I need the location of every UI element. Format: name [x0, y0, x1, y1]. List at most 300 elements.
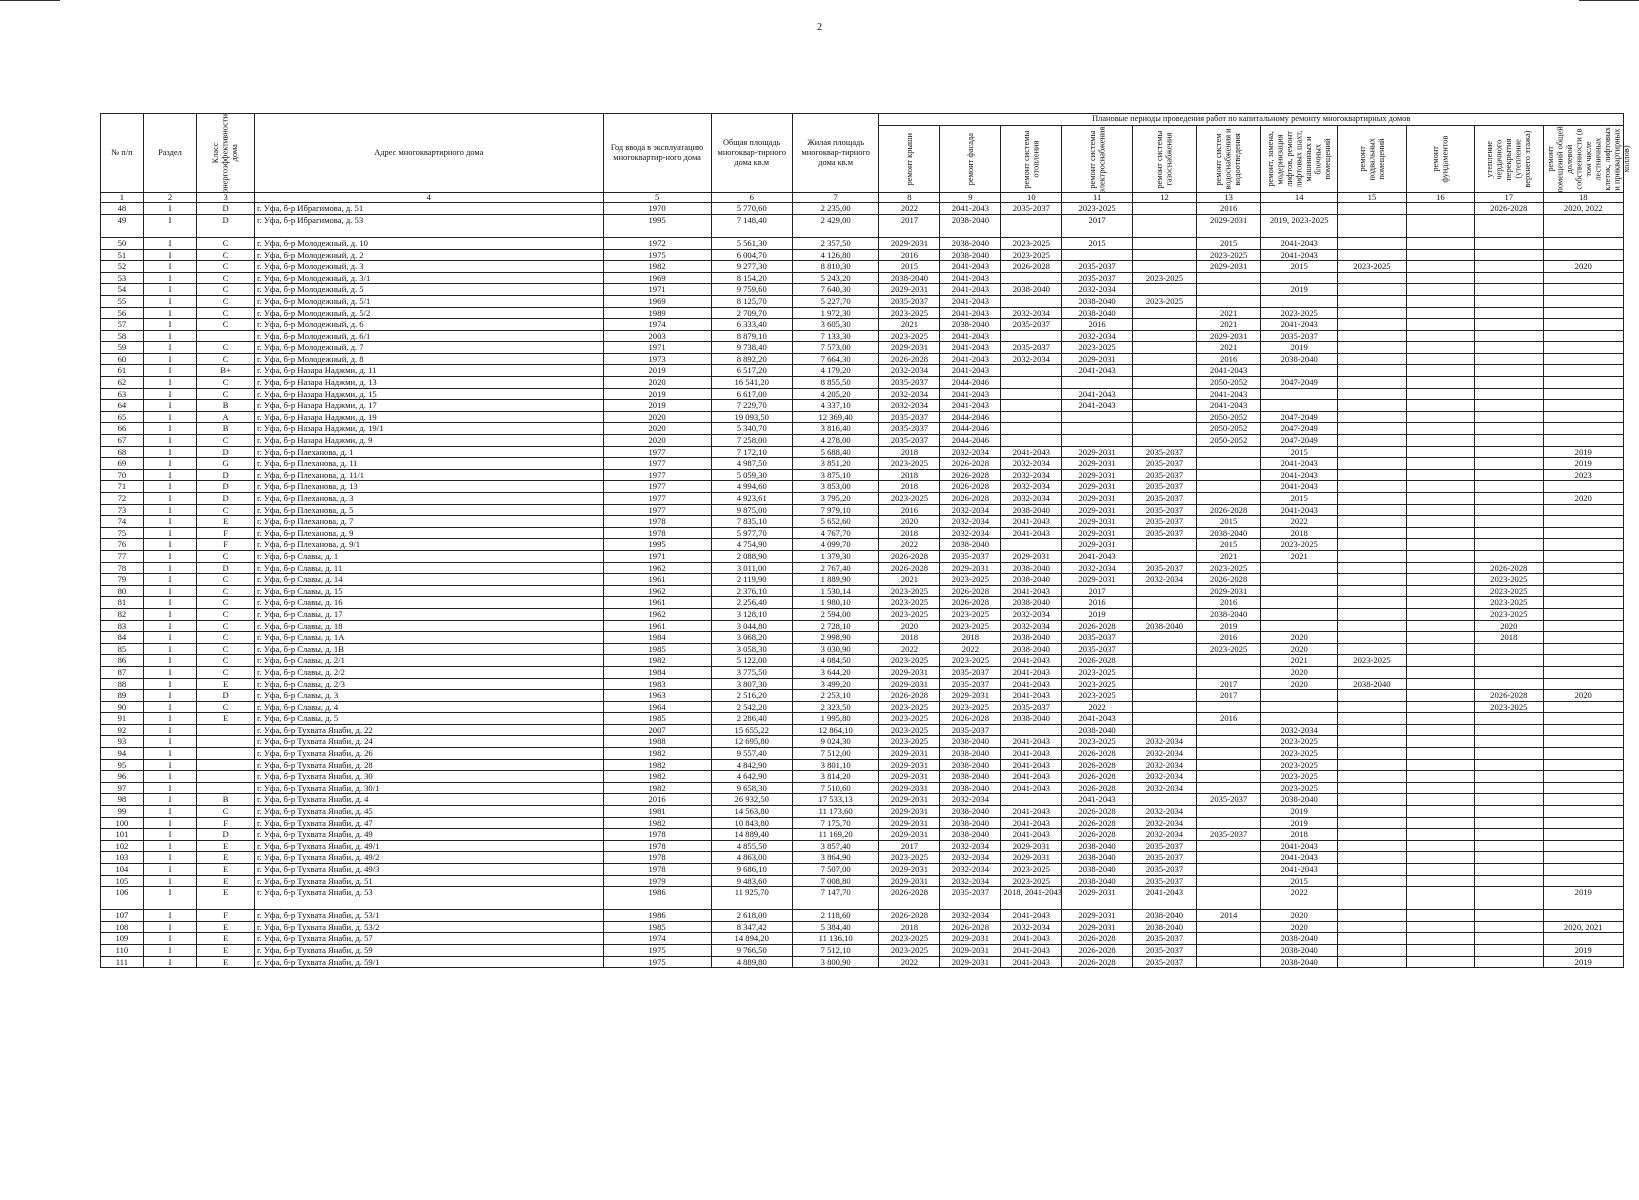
cell-foundation [1406, 504, 1474, 516]
cell-electric: 2035-2037 [1062, 632, 1133, 644]
cell-address: г. Уфа, б-р Славы, д. 15 [254, 585, 603, 597]
cell-common-areas [1543, 736, 1623, 748]
cell-facade: 2023-2025 [940, 574, 1001, 586]
cell-common-areas [1543, 724, 1623, 736]
cell-gas [1132, 666, 1196, 678]
cell-electric: 2026-2028 [1062, 944, 1133, 956]
cell-section: I [143, 852, 196, 864]
cell-address: г. Уфа, б-р Тухвата Янаби, д. 53/2 [254, 921, 603, 933]
cell-facade: 2035-2037 [940, 887, 1001, 910]
page-number: 2 [817, 22, 822, 33]
cell-water: 2029-2031 [1197, 585, 1261, 597]
cell-foundation [1406, 956, 1474, 968]
cell-attic [1475, 388, 1543, 400]
cell-address: г. Уфа, б-р Молодежный, д. 7 [254, 342, 603, 354]
cell-energy-class: B [197, 794, 255, 806]
cell-gas: 2023-2025 [1132, 295, 1196, 307]
cell-facade: 2041-2043 [940, 203, 1001, 215]
cell-section: I [143, 887, 196, 910]
cell-num: 72 [101, 493, 144, 505]
cell-common-areas: 2020 [1543, 690, 1623, 702]
cell-electric [1062, 249, 1133, 261]
cell-common-areas [1543, 353, 1623, 365]
cell-total-area: 3 128,10 [711, 608, 792, 620]
cell-roof: 2029-2031 [879, 817, 940, 829]
cell-common-areas [1543, 608, 1623, 620]
cell-common-areas [1543, 388, 1623, 400]
cell-num: 86 [101, 655, 144, 667]
cell-section: I [143, 237, 196, 249]
cell-year: 1973 [603, 353, 711, 365]
cell-common-areas [1543, 782, 1623, 794]
cell-gas: 2038-2040 [1132, 620, 1196, 632]
cell-electric: 2035-2037 [1062, 272, 1133, 284]
cell-num: 71 [101, 481, 144, 493]
cell-attic [1475, 875, 1543, 887]
cell-elevator [1261, 690, 1338, 702]
cell-energy-class: C [197, 377, 255, 389]
cell-energy-class: C [197, 608, 255, 620]
cell-heating: 2032-2034 [1001, 353, 1062, 365]
cell-basement [1338, 237, 1406, 249]
cell-basement [1338, 342, 1406, 354]
cell-total-area: 4 889,80 [711, 956, 792, 968]
cell-common-areas [1543, 585, 1623, 597]
cell-address: г. Уфа, б-р Назара Наджми, д. 19/1 [254, 423, 603, 435]
cell-total-area: 2 286,40 [711, 713, 792, 725]
cell-heating: 2032-2034 [1001, 469, 1062, 481]
cell-attic [1475, 319, 1543, 331]
cell-year: 1984 [603, 632, 711, 644]
cell-address: г. Уфа, б-р Молодежный, д. 3 [254, 261, 603, 273]
cell-year: 1983 [603, 678, 711, 690]
cell-foundation [1406, 933, 1474, 945]
cell-elevator [1261, 713, 1338, 725]
cell-address: г. Уфа, б-р Тухвата Янаби, д. 47 [254, 817, 603, 829]
cell-section: I [143, 759, 196, 771]
cell-section: I [143, 214, 196, 237]
cell-num: 48 [101, 203, 144, 215]
cell-water: 2041-2043 [1197, 388, 1261, 400]
cell-water: 2015 [1197, 237, 1261, 249]
cell-elevator: 2022 [1261, 887, 1338, 910]
cell-num: 88 [101, 678, 144, 690]
cell-living-area: 11 169,20 [792, 829, 879, 841]
cell-basement [1338, 203, 1406, 215]
column-number: 4 [254, 193, 603, 203]
cell-elevator: 2019 [1261, 806, 1338, 818]
cell-address: г. Уфа, б-р Молодежный, д. 5 [254, 284, 603, 296]
cell-roof: 2038-2040 [879, 272, 940, 284]
cell-roof: 2023-2025 [879, 944, 940, 956]
cell-elevator: 2020 [1261, 643, 1338, 655]
cell-energy-class: C [197, 574, 255, 586]
cell-energy-class: E [197, 713, 255, 725]
cell-heating [1001, 330, 1062, 342]
cell-living-area: 1 889,90 [792, 574, 879, 586]
cell-heating [1001, 724, 1062, 736]
cell-foundation [1406, 875, 1474, 887]
cell-facade: 2044-2046 [940, 377, 1001, 389]
cell-address: г. Уфа, б-р Славы, д. 3 [254, 690, 603, 702]
cell-basement [1338, 608, 1406, 620]
cell-basement [1338, 782, 1406, 794]
cell-address: г. Уфа, б-р Плеханова, д. 9/1 [254, 539, 603, 551]
cell-year: 1978 [603, 516, 711, 528]
cell-roof: 2026-2028 [879, 562, 940, 574]
cell-section: I [143, 458, 196, 470]
cell-energy-class: E [197, 887, 255, 910]
cell-foundation [1406, 562, 1474, 574]
cell-electric: 2035-2037 [1062, 643, 1133, 655]
cell-basement [1338, 817, 1406, 829]
cell-heating: 2038-2040 [1001, 597, 1062, 609]
cell-energy-class: E [197, 678, 255, 690]
cell-water [1197, 458, 1261, 470]
cell-num: 92 [101, 724, 144, 736]
cell-attic [1475, 504, 1543, 516]
table-row [101, 319, 1624, 331]
cell-electric: 2038-2040 [1062, 724, 1133, 736]
cell-living-area: 1 980,10 [792, 597, 879, 609]
cell-basement [1338, 632, 1406, 644]
cell-common-areas [1543, 504, 1623, 516]
cell-water: 2015 [1197, 516, 1261, 528]
cell-electric: 2038-2040 [1062, 295, 1133, 307]
cell-attic [1475, 446, 1543, 458]
cell-heating: 2026-2028 [1001, 261, 1062, 273]
cell-foundation [1406, 736, 1474, 748]
cell-living-area: 7 979,10 [792, 504, 879, 516]
cell-living-area: 1 379,30 [792, 550, 879, 562]
cell-basement [1338, 458, 1406, 470]
cell-num: 64 [101, 400, 144, 412]
cell-facade: 2026-2028 [940, 458, 1001, 470]
cell-foundation [1406, 435, 1474, 447]
cell-living-area: 2 998,90 [792, 632, 879, 644]
cell-foundation [1406, 701, 1474, 713]
cell-gas: 2041-2043 [1132, 887, 1196, 910]
cell-roof: 2029-2031 [879, 678, 940, 690]
cell-facade: 2041-2043 [940, 365, 1001, 377]
header-work-9: ремонт фундаментов [1406, 125, 1474, 193]
cell-facade: 2032-2034 [940, 516, 1001, 528]
cell-section: I [143, 203, 196, 215]
column-number: 13 [1197, 193, 1261, 203]
cell-facade: 2029-2031 [940, 956, 1001, 968]
table-row [101, 840, 1624, 852]
cell-living-area: 7 640,30 [792, 284, 879, 296]
cell-elevator: 2047-2049 [1261, 411, 1338, 423]
cell-common-areas [1543, 806, 1623, 818]
cell-heating: 2041-2043 [1001, 678, 1062, 690]
scan-edge-line-right [1579, 0, 1639, 1]
cell-gas [1132, 353, 1196, 365]
cell-facade: 2044-2046 [940, 423, 1001, 435]
cell-num: 87 [101, 666, 144, 678]
cell-address: г. Уфа, б-р Славы, д. 16 [254, 597, 603, 609]
cell-facade: 2038-2040 [940, 319, 1001, 331]
cell-common-areas: 2023 [1543, 469, 1623, 481]
cell-attic [1475, 435, 1543, 447]
cell-elevator: 2047-2049 [1261, 423, 1338, 435]
cell-address: г. Уфа, б-р Тухвата Янаби, д. 24 [254, 736, 603, 748]
cell-energy-class: E [197, 852, 255, 864]
cell-address: г. Уфа, б-р Тухвата Янаби, д. 53/1 [254, 910, 603, 922]
cell-gas: 2035-2037 [1132, 516, 1196, 528]
cell-elevator: 2023-2025 [1261, 736, 1338, 748]
cell-attic [1475, 840, 1543, 852]
cell-basement [1338, 214, 1406, 237]
cell-water: 2041-2043 [1197, 365, 1261, 377]
cell-water [1197, 493, 1261, 505]
cell-attic [1475, 284, 1543, 296]
cell-electric: 2041-2043 [1062, 713, 1133, 725]
cell-total-area: 5 770,60 [711, 203, 792, 215]
cell-water [1197, 921, 1261, 933]
cell-gas: 2032-2034 [1132, 817, 1196, 829]
cell-basement [1338, 794, 1406, 806]
cell-gas: 2032-2034 [1132, 829, 1196, 841]
cell-address: г. Уфа, б-р Славы, д. 1В [254, 643, 603, 655]
cell-water: 2023-2025 [1197, 643, 1261, 655]
cell-num: 61 [101, 365, 144, 377]
cell-heating [1001, 539, 1062, 551]
cell-foundation [1406, 469, 1474, 481]
cell-energy-class: E [197, 921, 255, 933]
table-row [101, 713, 1624, 725]
cell-energy-class: C [197, 295, 255, 307]
cell-num: 84 [101, 632, 144, 644]
cell-water [1197, 817, 1261, 829]
cell-attic [1475, 933, 1543, 945]
cell-gas [1132, 423, 1196, 435]
cell-energy-class: C [197, 435, 255, 447]
cell-electric: 2041-2043 [1062, 400, 1133, 412]
cell-gas: 2035-2037 [1132, 956, 1196, 968]
cell-heating: 2035-2037 [1001, 319, 1062, 331]
cell-heating: 2035-2037 [1001, 701, 1062, 713]
cell-foundation [1406, 666, 1474, 678]
cell-heating [1001, 388, 1062, 400]
cell-attic [1475, 342, 1543, 354]
cell-total-area: 9 766,50 [711, 944, 792, 956]
cell-roof: 2021 [879, 574, 940, 586]
cell-total-area: 15 655,22 [711, 724, 792, 736]
cell-basement: 2023-2025 [1338, 261, 1406, 273]
cell-energy-class: A [197, 411, 255, 423]
cell-section: I [143, 574, 196, 586]
cell-foundation [1406, 643, 1474, 655]
cell-facade: 2035-2037 [940, 724, 1001, 736]
cell-num: 94 [101, 748, 144, 760]
cell-heating: 2041-2043 [1001, 829, 1062, 841]
cell-foundation [1406, 214, 1474, 237]
cell-living-area: 7 512,10 [792, 944, 879, 956]
column-number: 1 [101, 193, 144, 203]
cell-heating: 2041-2043 [1001, 736, 1062, 748]
cell-year: 1961 [603, 574, 711, 586]
cell-roof: 2035-2037 [879, 423, 940, 435]
cell-gas: 2032-2034 [1132, 771, 1196, 783]
cell-roof: 2023-2025 [879, 933, 940, 945]
cell-year: 1978 [603, 852, 711, 864]
cell-num: 98 [101, 794, 144, 806]
cell-total-area: 4 923,61 [711, 493, 792, 505]
cell-gas [1132, 377, 1196, 389]
cell-attic [1475, 817, 1543, 829]
cell-facade: 2032-2034 [940, 852, 1001, 864]
cell-section: I [143, 423, 196, 435]
table-row [101, 504, 1624, 516]
cell-roof: 2035-2037 [879, 377, 940, 389]
cell-address: г. Уфа, б-р Славы, д. 2/2 [254, 666, 603, 678]
cell-total-area: 2 709,70 [711, 307, 792, 319]
cell-year: 1970 [603, 203, 711, 215]
cell-foundation [1406, 458, 1474, 470]
cell-heating: 2041-2043 [1001, 944, 1062, 956]
cell-attic: 2023-2025 [1475, 608, 1543, 620]
cell-elevator [1261, 597, 1338, 609]
cell-gas [1132, 794, 1196, 806]
cell-elevator: 2041-2043 [1261, 852, 1338, 864]
cell-common-areas: 2019 [1543, 944, 1623, 956]
cell-year: 1985 [603, 713, 711, 725]
cell-living-area: 3 499,20 [792, 678, 879, 690]
cell-address: г. Уфа, б-р Молодежный, д. 5/2 [254, 307, 603, 319]
column-number: 17 [1475, 193, 1543, 203]
cell-heating: 2041-2043 [1001, 666, 1062, 678]
cell-attic [1475, 423, 1543, 435]
cell-basement [1338, 527, 1406, 539]
cell-basement [1338, 713, 1406, 725]
cell-facade: 2041-2043 [940, 284, 1001, 296]
cell-energy-class [197, 330, 255, 342]
cell-living-area: 2 118,60 [792, 910, 879, 922]
cell-total-area: 3 044,80 [711, 620, 792, 632]
cell-section: I [143, 817, 196, 829]
cell-address: г. Уфа, б-р Славы, д. 14 [254, 574, 603, 586]
cell-electric: 2026-2028 [1062, 829, 1133, 841]
cell-water [1197, 840, 1261, 852]
header-section: Раздел [143, 114, 196, 193]
cell-water [1197, 272, 1261, 284]
cell-facade: 2041-2043 [940, 295, 1001, 307]
cell-address: г. Уфа, б-р Славы, д. 11 [254, 562, 603, 574]
cell-common-areas [1543, 319, 1623, 331]
table-row [101, 806, 1624, 818]
cell-heating: 2029-2031 [1001, 840, 1062, 852]
cell-roof: 2018 [879, 446, 940, 458]
cell-gas [1132, 678, 1196, 690]
cell-num: 111 [101, 956, 144, 968]
cell-electric: 2038-2040 [1062, 864, 1133, 876]
cell-living-area: 3 853,00 [792, 481, 879, 493]
cell-water: 2050-2052 [1197, 423, 1261, 435]
cell-roof: 2032-2034 [879, 388, 940, 400]
cell-attic [1475, 261, 1543, 273]
cell-living-area: 1 530,14 [792, 585, 879, 597]
cell-foundation [1406, 864, 1474, 876]
cell-elevator: 2032-2034 [1261, 724, 1338, 736]
cell-total-area: 14 563,80 [711, 806, 792, 818]
cell-basement [1338, 771, 1406, 783]
cell-common-areas [1543, 295, 1623, 307]
cell-basement [1338, 933, 1406, 945]
cell-elevator: 2041-2043 [1261, 469, 1338, 481]
cell-energy-class: F [197, 539, 255, 551]
cell-living-area: 2 253,10 [792, 690, 879, 702]
cell-common-areas: 2019 [1543, 956, 1623, 968]
cell-year: 1969 [603, 272, 711, 284]
cell-common-areas [1543, 817, 1623, 829]
table-row [101, 493, 1624, 505]
column-number: 12 [1132, 193, 1196, 203]
cell-address: г. Уфа, б-р Молодежный, д. 10 [254, 237, 603, 249]
cell-total-area: 4 855,50 [711, 840, 792, 852]
cell-gas: 2038-2040 [1132, 910, 1196, 922]
table-row [101, 388, 1624, 400]
cell-num: 102 [101, 840, 144, 852]
cell-total-area: 6 617,00 [711, 388, 792, 400]
cell-num: 58 [101, 330, 144, 342]
cell-basement [1338, 377, 1406, 389]
cell-roof: 2022 [879, 643, 940, 655]
table-row [101, 748, 1624, 760]
table-row [101, 794, 1624, 806]
table-row [101, 423, 1624, 435]
cell-attic [1475, 806, 1543, 818]
cell-num: 75 [101, 527, 144, 539]
cell-gas: 2032-2034 [1132, 806, 1196, 818]
cell-facade: 2023-2025 [940, 608, 1001, 620]
cell-total-area: 8 892,20 [711, 353, 792, 365]
table-row [101, 516, 1624, 528]
cell-foundation [1406, 481, 1474, 493]
cell-electric: 2038-2040 [1062, 852, 1133, 864]
cell-num: 54 [101, 284, 144, 296]
table-row [101, 817, 1624, 829]
cell-foundation [1406, 249, 1474, 261]
cell-address: г. Уфа, б-р Назара Наджми, д. 17 [254, 400, 603, 412]
cell-gas [1132, 411, 1196, 423]
cell-living-area: 11 136,10 [792, 933, 879, 945]
cell-heating [1001, 214, 1062, 237]
cell-common-areas [1543, 597, 1623, 609]
cell-section: I [143, 342, 196, 354]
column-number: 3 [197, 193, 255, 203]
cell-section: I [143, 806, 196, 818]
cell-attic [1475, 759, 1543, 771]
cell-foundation [1406, 272, 1474, 284]
cell-elevator: 2041-2043 [1261, 237, 1338, 249]
table-row [101, 875, 1624, 887]
table-row [101, 701, 1624, 713]
cell-section: I [143, 944, 196, 956]
cell-gas: 2035-2037 [1132, 481, 1196, 493]
cell-living-area: 7 133,30 [792, 330, 879, 342]
cell-energy-class: F [197, 910, 255, 922]
cell-water [1197, 748, 1261, 760]
cell-electric: 2016 [1062, 597, 1133, 609]
cell-elevator: 2041-2043 [1261, 458, 1338, 470]
cell-energy-class: G [197, 458, 255, 470]
cell-water: 2016 [1197, 632, 1261, 644]
cell-foundation [1406, 678, 1474, 690]
cell-facade: 2038-2040 [940, 759, 1001, 771]
cell-address: г. Уфа, б-р Молодежный, д. 8 [254, 353, 603, 365]
cell-year: 1971 [603, 342, 711, 354]
